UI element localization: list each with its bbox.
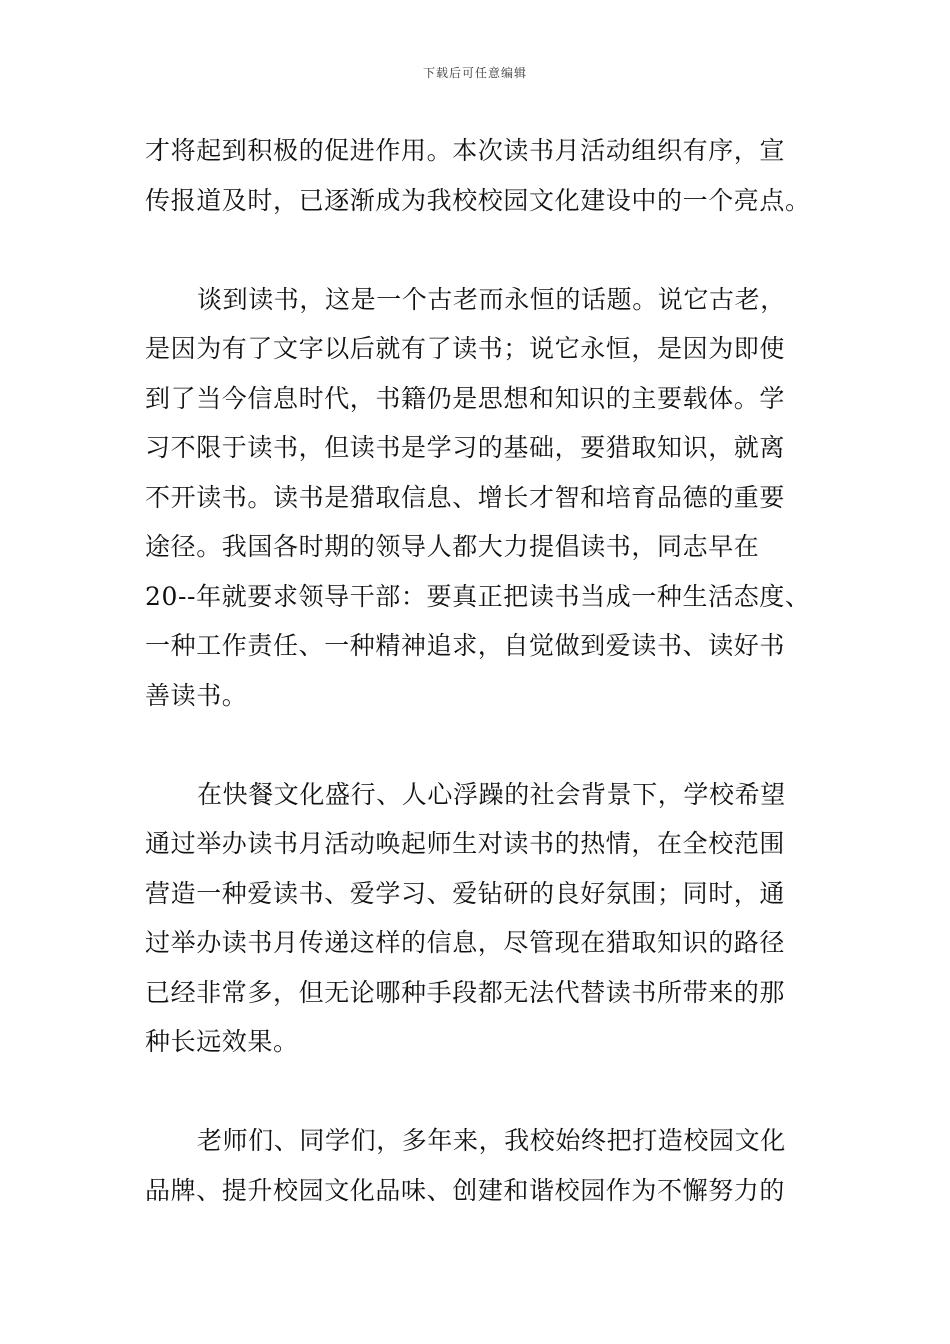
paragraph-line: 是因为有了文字以后就有了读书；说它永恒，是因为即使 — [145, 334, 786, 363]
paragraph-line: 到了当今信息时代，书籍仍是思想和知识的主要载体。学 — [145, 383, 786, 413]
paragraph-line: 老师们、同学们，多年来，我校始终把打造校园文化 — [197, 1126, 786, 1155]
paragraph-line: 过举办读书月传递这样的信息，尽管现在猎取知识的路径 — [145, 928, 786, 957]
paragraph-line: 已经非常多，但无论哪种手段都无法代替读书所带来的那 — [145, 977, 786, 1007]
document-body — [145, 126, 811, 1265]
paragraph-line: 一种工作责任、一种精神追求，自觉做到爱读书、读好书 — [145, 631, 786, 660]
paragraph-line: 途径。我国各时期的领导人都大力提倡读书，同志早在 — [145, 532, 760, 561]
paragraph-line: 传报道及时，已逐渐成为我校校园文化建设中的一个亮点。 — [145, 185, 811, 215]
paragraph-line: 习不限于读书，但读书是学习的基础，要猎取知识，就离 — [145, 433, 786, 462]
paragraph-line: 20--年就要求领导干部：要真正把读书当成一种生活态度、 — [145, 581, 811, 611]
paragraph-line: 在快餐文化盛行、人心浮躁的社会背景下，学校希望 — [197, 779, 786, 809]
paragraph-line: 不开读书。读书是猎取信息、增长才智和培育品德的重要 — [145, 482, 786, 512]
paragraph-line: 种长远效果。 — [145, 1027, 299, 1056]
paragraph-1 — [145, 126, 811, 225]
page-header: 下载后可任意编辑 — [422, 66, 527, 80]
paragraph-line: 才将起到积极的促进作用。本次读书月活动组织有序，宣 — [145, 136, 786, 165]
paragraph-line: 善读书。 — [145, 680, 248, 710]
paragraph-4 — [145, 1116, 811, 1215]
paragraph-2 — [145, 275, 811, 721]
paragraph-line: 营造一种爱读书、爱学习、爱钻研的良好氛围；同时，通 — [145, 878, 786, 908]
paragraph-line: 谈到读书，这是一个古老而永恒的话题。说它古老， — [197, 284, 786, 314]
paragraph-3 — [145, 770, 811, 1067]
paragraph-line: 通过举办读书月活动唤起师生对读书的热情，在全校范围 — [145, 829, 786, 858]
paragraph-line: 品牌、提升校园文化品味、创建和谐校园作为不懈努力的 — [145, 1175, 786, 1205]
